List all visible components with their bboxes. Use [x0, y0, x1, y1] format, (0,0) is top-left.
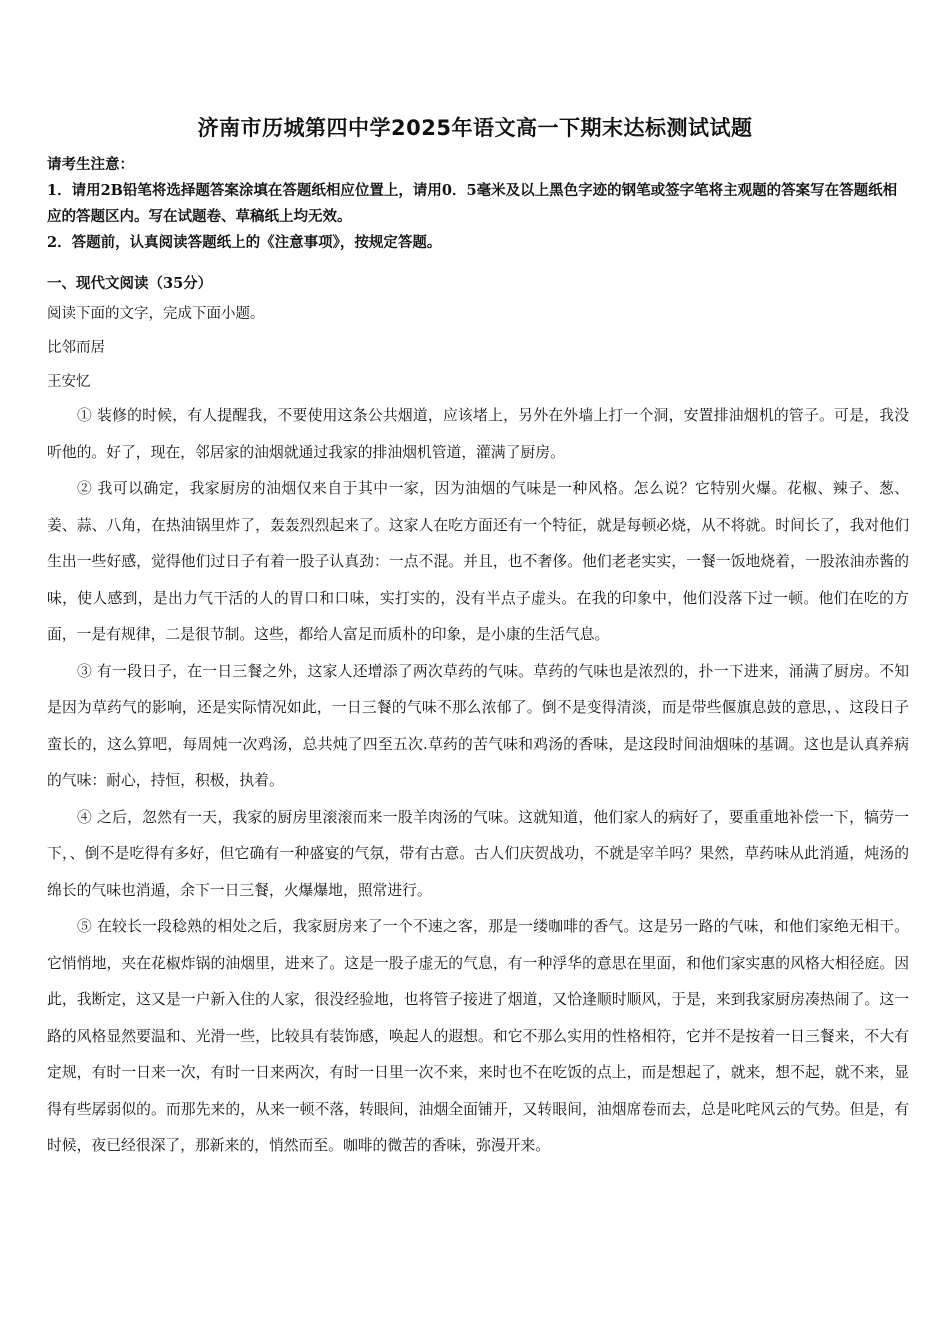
- paragraph-1: ① 装修的时候，有人提醒我，不要使用这条公共烟道，应该堵上，另外在外墙上打一个洞，安置排油烟机的管子。可是，我没听他的。好了，现在，邻居家的油烟就通过我家的排油烟机管道，灌满了厨房。: [47, 407, 909, 461]
- paragraph-4: ④ 之后，忽然有一天，我家的厨房里滚滚而来一股羊肉汤的气味。这就知道，他们家人的病好了，要重重地补偿一下，犒劳一下，、倒不是吃得有多好，但它确有一种盛宴的气氛，带有古意。古人们庆贺战功，不就是宰羊吗？果然，草药味从此消遁，炖汤的绵长的气味也消遁，余下一日三餐，火爆爆地，照常进行。: [47, 808, 909, 899]
- notice-block: [47, 152, 907, 256]
- article-body: [47, 398, 909, 1165]
- section-heading: 一、现代文阅读（35分）: [47, 275, 213, 292]
- paragraph-3: ③ 有一段日子，在一日三餐之外，这家人还增添了两次草药的气味。草药的气味也是浓烈的，扑一下进来，涌满了厨房。不知是因为草药气的影响，还是实际情况如此，一日三餐的气味不那么浓郁了。倒不是变得清淡，而是带些偃旗息鼓的意思，、这段日子蛮长的，这么算吧，每周炖一次鸡汤，总共炖了四至五次.草药的苦气味和鸡汤的香味，是这段时间油烟味的基调。这也是认真养病的气味：耐心，持恒，积极，执着。: [47, 662, 909, 789]
- notice-item-2: 2．答题前，认真阅读答题纸上的《注意事项》，按规定答题。: [47, 234, 442, 251]
- notice-item-1: 1．请用2B铅笔将选择题答案涂填在答题纸相应位置上，请用0．5毫米及以上黑色字迹的钢笔或签字笔将主观题的答案写在答题纸相应的答题区内。写在试题卷、草稿纸上均无效。: [47, 182, 898, 225]
- article-title: 比邻而居: [47, 340, 105, 356]
- paragraph-2: ② 我可以确定，我家厨房的油烟仅来自于其中一家，因为油烟的气味是一种风格。怎么说？它特别火爆。花椒、辣子、葱、姜、蒜、八角，在热油锅里炸了，轰轰烈烈起来了。这家人在吃方面还有一个特征，就是每顿必烧，从不将就。时间长了，我对他们生出一些好感，觉得他们过日子有着一股子认真劲：一点不混。并且，也不奢侈。他们老老实实，一餐一饭地烧着，一股浓油赤酱的味，使人感到，是出力气干活的人的胃口和口味，实打实的，没有半点子虚头。在我的印象中，他们没落下过一顿。他们在吃的方面，一是有规律，二是很节制。这些，都给人富足而质朴的印象，是小康的生活气息。: [47, 480, 909, 643]
- exam-title: 济南市历城第四中学2025年语文高一下期末达标测试试题: [197, 116, 753, 140]
- article-author: 王安忆: [47, 374, 91, 390]
- paragraph-5: ⑤ 在较长一段稔熟的相处之后，我家厨房来了一个不速之客，那是一缕咖啡的香气。这是另一路的气味，和他们家绝无相干。它悄悄地，夹在花椒炸锅的油烟里，进来了。这是一股子虚无的气息，有一种浮华的意思在里面，和他们家实惠的风格大相径庭。因此，我断定，这又是一户新入住的人家，很没经验地，也将管子接进了烟道，又恰逢顺时顺风，于是，来到我家厨房凑热闹了。这一路的风格显然要温和、光滑一些，比较具有装饰感，唤起人的遐想。和它不那么实用的性格相符，它并不是按着一日三餐来，不大有定规，有时一日来一次，有时一日来两次，有时一日里一次不来，来时也不在吃饭的点上，而是想起了，就来，想不起，就不来，显得有些孱弱似的。而那先来的，从来一顿不落，转眼间，油烟全面铺开，又转眼间，油烟席卷而去，总是叱咤风云的气势。但是，有时候，夜已经很深了，那新来的，悄然而至。咖啡的微苦的香味，弥漫开来。: [47, 918, 909, 1154]
- notice-heading: 请考生注意：: [47, 156, 134, 173]
- reading-instruction: 阅读下面的文字，完成下面小题。: [47, 306, 265, 322]
